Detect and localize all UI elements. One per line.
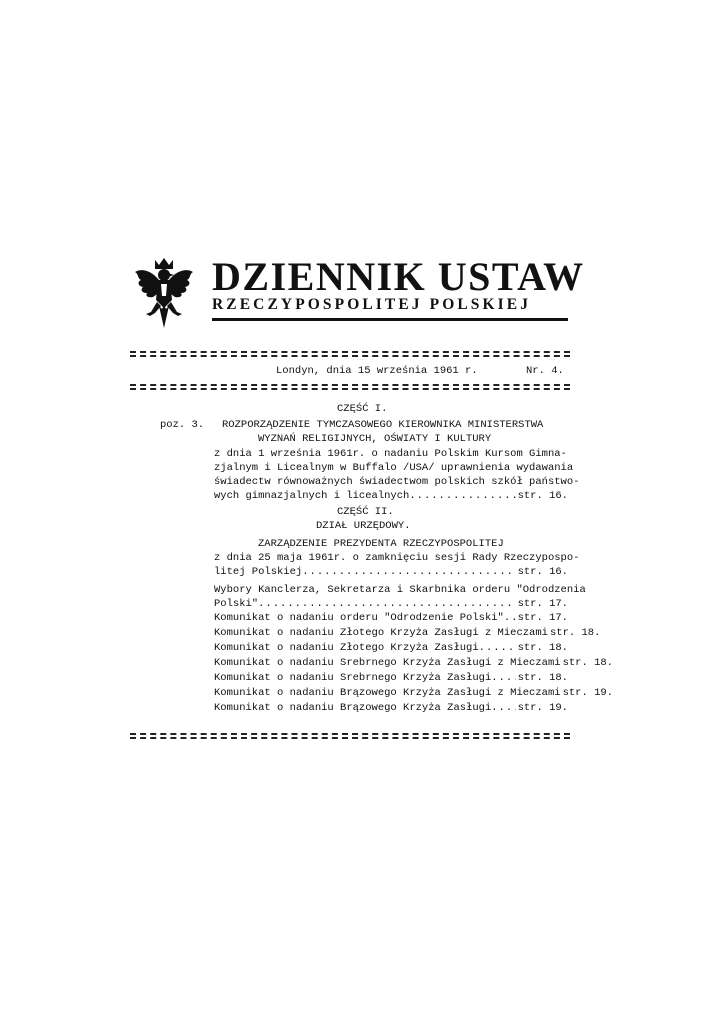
communique-entry: [214, 686, 613, 700]
decree-entry: [214, 565, 568, 579]
communique-text: Komunikat o nadaniu Srebrnego Krzyża Zasługi: [214, 672, 492, 684]
communique-text: Komunikat o nadaniu Brązowego Krzyża Zasługi z Mieczami: [214, 687, 561, 699]
part1-page-ref: str. 16.: [517, 490, 568, 502]
divider-bottom-2: [130, 737, 570, 739]
elections-entry: [214, 597, 568, 611]
communique-text: Komunikat o nadaniu Złotego Krzyża Zasługi: [214, 642, 479, 654]
communique-page-ref: str. 18.: [549, 627, 601, 639]
communique-entry: [214, 701, 568, 715]
communique-text: Komunikat o nadaniu Srebrnego Krzyża Zasługi z Mieczami: [214, 657, 561, 669]
part1-body-last-line: wych gimnazjalnych i licealnych: [214, 490, 410, 502]
elections-line-1: Wybory Kanclerza, Sekretarza i Skarbnika orderu "Odrodzenia: [214, 584, 586, 596]
elections-line-2: Polski": [214, 598, 259, 610]
part1-position-label: poz. 3.: [160, 419, 205, 431]
divider-mid-1: [130, 384, 570, 386]
communique-entry: [214, 671, 568, 685]
decree-line-2: litej Polskiej: [214, 566, 303, 578]
divider-mid-2: [130, 388, 570, 390]
leader-dots: [504, 611, 516, 625]
part2-heading: CZĘŚĆ II.: [337, 506, 394, 518]
communique-text: Komunikat o nadaniu Złotego Krzyża Zasługi z Mieczami: [214, 627, 548, 639]
decree-page-ref: str. 16.: [517, 566, 568, 578]
communique-page-ref: str. 19.: [517, 702, 568, 714]
leader-dots: [479, 641, 516, 655]
communique-page-ref: str. 17.: [517, 612, 568, 624]
divider-top-1: [130, 351, 570, 353]
issue-place-date: Londyn, dnia 15 września 1961 r.: [276, 365, 478, 377]
communique-page-ref: str. 18.: [517, 642, 568, 654]
decree-line-1: z dnia 25 maja 1961r. o zamknięciu sesji Rady Rzeczypospo-: [214, 552, 580, 564]
leader-dots: [491, 671, 515, 685]
communique-text: Komunikat o nadaniu Brązowego Krzyża Zasługi: [214, 702, 492, 714]
part1-title-line-2: WYZNAŃ RELIGIJNYCH, OŚWIATY I KULTURY: [258, 433, 492, 445]
polish-eagle-emblem-icon: [133, 256, 195, 332]
part1-body-line-2: zjalnym i Licealnym w Buffalo /USA/ uprawnienia wydawania: [214, 462, 574, 474]
part2-subheading: DZIAŁ URZĘDOWY.: [316, 520, 411, 532]
part1-heading: CZĘŚĆ I.: [337, 403, 388, 415]
masthead-rule: [212, 318, 568, 321]
decree-title: ZARZĄDZENIE PREZYDENTA RZECZYPOSPOLITEJ: [258, 538, 504, 550]
issue-number: Nr. 4.: [526, 365, 564, 377]
leader-dots: [491, 701, 515, 715]
leader-dots: [258, 597, 515, 611]
divider-top-2: [130, 355, 570, 357]
communique-entry: [214, 611, 568, 625]
communique-entry: [214, 626, 601, 640]
elections-page-ref: str. 17.: [517, 598, 568, 610]
part1-body-line-3: świadectw równoważnych świadectwom polskich szkół państwo-: [214, 476, 580, 488]
part1-entry: [214, 489, 568, 503]
masthead-title: DZIENNIK USTAW: [212, 254, 585, 299]
part1-title-line-1: ROZPORZĄDZENIE TYMCZASOWEGO KIEROWNIKA MINISTERSTWA: [222, 419, 544, 431]
leader-dots: [409, 489, 515, 503]
communique-entry: [214, 641, 568, 655]
part1-body-line-1: z dnia 1 września 1961r. o nadaniu Polskim Kursom Gimna-: [214, 448, 567, 460]
masthead-subtitle: RZECZYPOSPOLITEJ POLSKIEJ: [212, 296, 532, 313]
leader-dots: [302, 565, 515, 579]
communique-page-ref: str. 18.: [562, 657, 613, 669]
communique-page-ref: str. 18.: [517, 672, 568, 684]
communique-page-ref: str. 19.: [562, 687, 613, 699]
communique-text: Komunikat o nadaniu orderu "Odrodzenie Polski": [214, 612, 504, 624]
communique-entry: [214, 656, 613, 670]
divider-bottom-1: [130, 733, 570, 735]
